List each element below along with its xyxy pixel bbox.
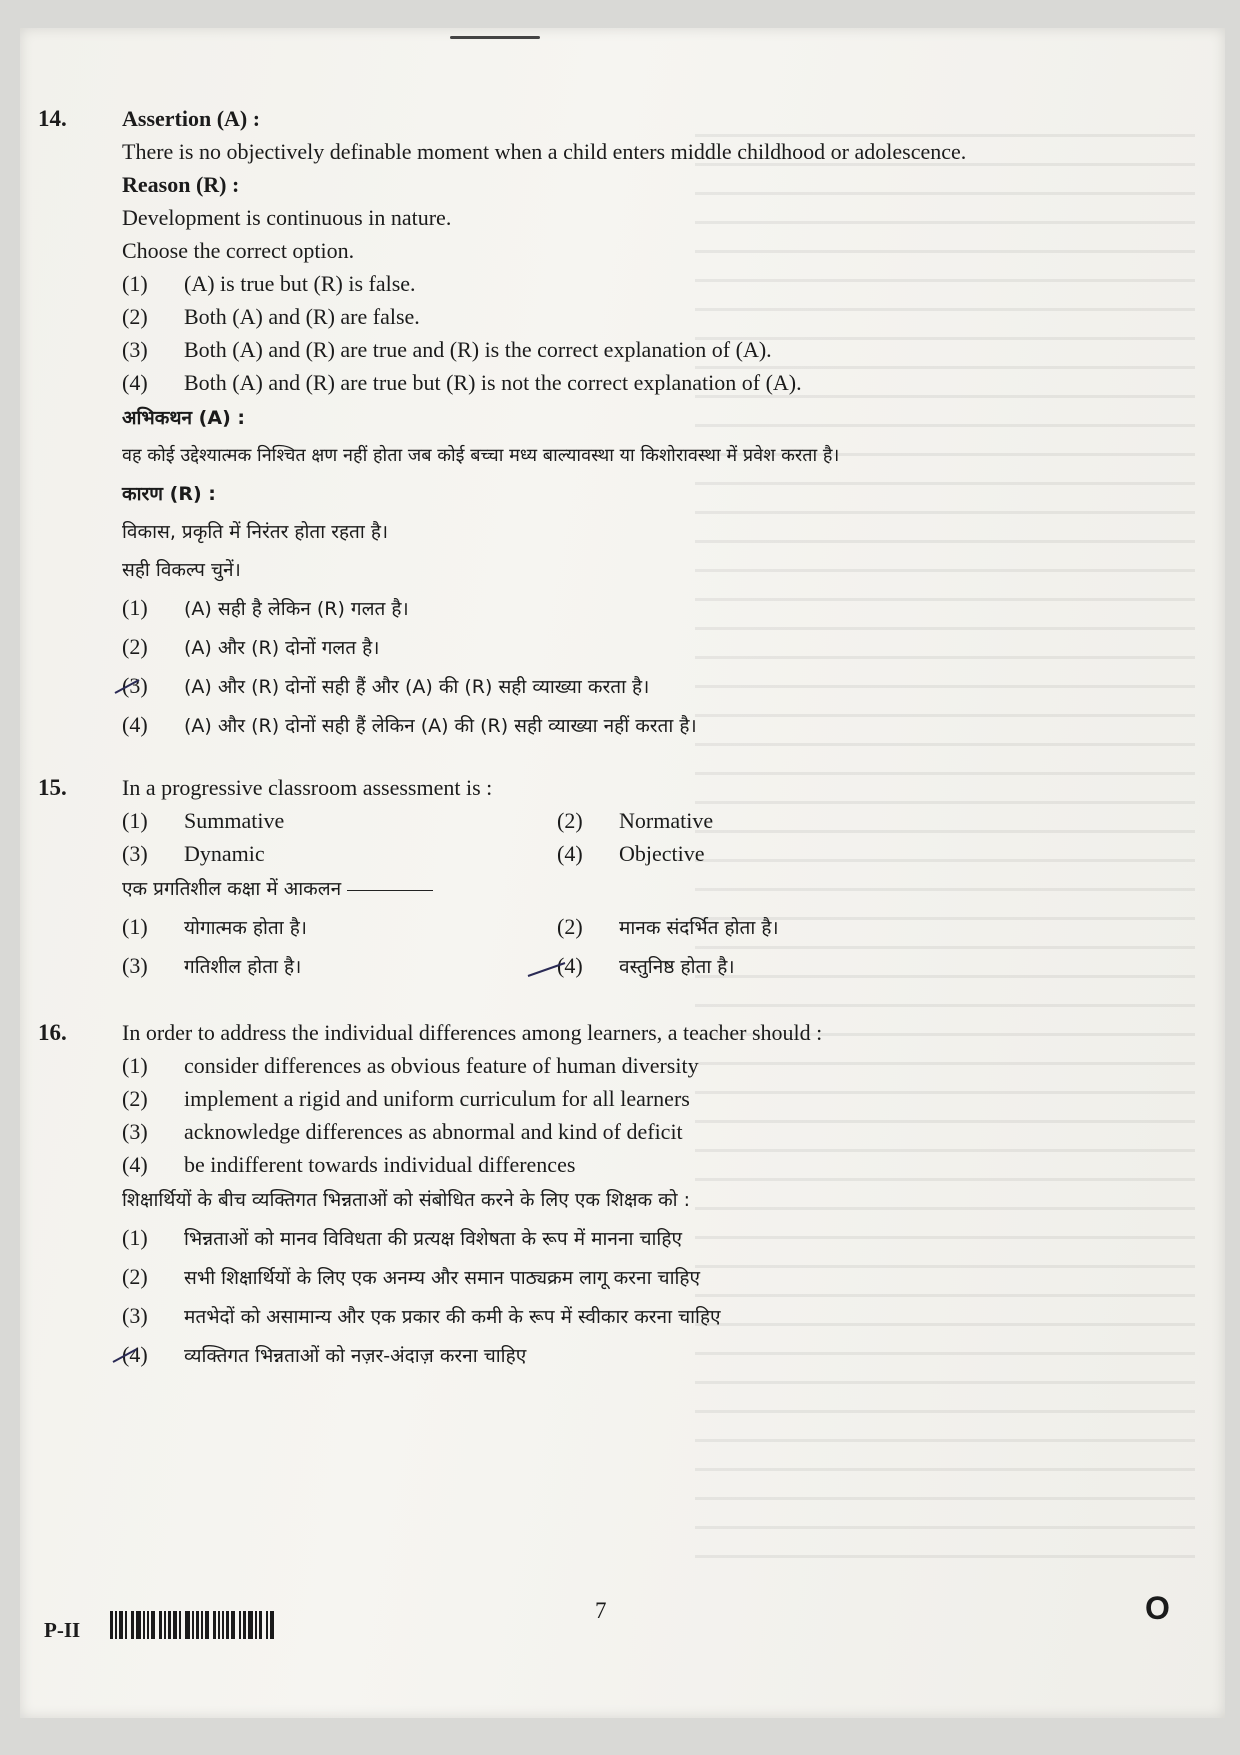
option-number: (3) (122, 337, 148, 362)
question-16 (38, 1016, 1163, 1375)
option-number: (4) (557, 841, 583, 866)
stem-text: एक प्रगतिशील कक्षा में आकलन (122, 878, 342, 900)
option-number: (4) (122, 370, 148, 395)
assertion-text-hi: वह कोई उद्देश्यात्मक निश्चित क्षण नहीं होता जब कोई बच्चा मध्य बाल्यावस्था या किशोरावस्था में प्रवेश करता है। (122, 445, 840, 466)
barcode-stripe (222, 1611, 224, 1639)
option-number: (1) (122, 271, 148, 296)
question-stem-en: In a progressive classroom assessment is : (122, 775, 493, 800)
option-number: (3) (122, 1119, 148, 1144)
barcode-stripe (115, 1611, 117, 1639)
reason-text-hi: विकास, प्रकृति में निरंतर होता रहता है। (122, 521, 389, 543)
barcode-stripe (239, 1611, 241, 1639)
question-stem-hi (122, 870, 1163, 908)
barcode-stripe (270, 1611, 274, 1639)
pen-tick-mark-icon (114, 677, 140, 695)
top-scan-mark (450, 36, 540, 39)
option-text: acknowledge differences as abnormal and kind of deficit (184, 1119, 683, 1144)
option-text: (A) और (R) दोनों सही हैं लेकिन (A) की (R) सही व्याख्या नहीं करता है। (184, 715, 697, 737)
barcode-stripe (243, 1611, 246, 1639)
pen-tick-mark-icon (112, 1346, 138, 1364)
option-number: (2) (557, 914, 583, 939)
option-text: implement a rigid and uniform curriculum for all learners (184, 1086, 690, 1111)
instruction-hi: सही विकल्प चुनें। (122, 559, 241, 581)
option-hi[interactable] (122, 1258, 1163, 1297)
reason-label-hi: कारण (R) : (122, 483, 216, 505)
barcode-stripe (226, 1611, 229, 1639)
barcode-stripe (185, 1611, 190, 1639)
barcode-stripe (192, 1611, 194, 1639)
barcode-stripe (143, 1611, 145, 1639)
question-number: 15. (38, 775, 67, 800)
option-number: (3) (122, 841, 148, 866)
option-hi[interactable] (122, 589, 1163, 628)
option-number: (3) (122, 1303, 148, 1328)
option-en[interactable] (122, 333, 1163, 366)
barcode-stripe (131, 1611, 134, 1639)
option-number: (1) (122, 595, 148, 620)
option-hi[interactable] (122, 908, 557, 947)
option-number: (2) (122, 1264, 148, 1289)
barcode-stripe (164, 1611, 166, 1639)
barcode-stripe (266, 1611, 268, 1639)
instruction-en: Choose the correct option. (122, 238, 355, 263)
option-number: (2) (122, 1086, 148, 1111)
option-hi[interactable] (122, 1297, 1163, 1336)
option-number: (1) (122, 1053, 148, 1078)
question-stem-hi: शिक्षार्थियों के बीच व्यक्तिगत भिन्नताओं को संबोधित करने के लिए एक शिक्षक को : (122, 1189, 691, 1211)
option-en[interactable] (122, 267, 1163, 300)
option-number: (4) (557, 953, 583, 978)
barcode-stripe (110, 1611, 113, 1639)
option-text: योगात्मक होता है। (184, 917, 307, 939)
pen-tick-mark-icon (527, 959, 567, 977)
option-hi[interactable] (122, 628, 1163, 667)
option-number: (1) (122, 808, 148, 833)
barcode-stripe (136, 1611, 141, 1639)
option-number: (2) (122, 304, 148, 329)
option-text: Both (A) and (R) are true but (R) is not the correct explanation of (A). (184, 370, 802, 395)
option-text: वस्तुनिष्ठ होता है। (619, 956, 735, 978)
barcode-stripe (119, 1611, 123, 1639)
option-text: Both (A) and (R) are false. (184, 304, 420, 329)
option-number: (4) (122, 1152, 148, 1177)
option-text: Dynamic (184, 841, 265, 866)
page-content (38, 102, 1163, 1375)
barcode-stripe (159, 1611, 162, 1639)
option-en[interactable] (122, 1115, 1163, 1148)
option-text: be indifferent towards individual differences (184, 1152, 576, 1177)
barcode-stripe (213, 1611, 216, 1639)
option-en[interactable] (122, 837, 557, 870)
assertion-label-hi: अभिकथन (A) : (122, 407, 245, 429)
barcode-stripe (168, 1611, 171, 1639)
option-text: Both (A) and (R) are true and (R) is the correct explanation of (A). (184, 337, 772, 362)
option-text: भिन्नताओं को मानव विविधता की प्रत्यक्ष विशेषता के रूप में मानना चाहिए (184, 1228, 682, 1250)
option-number: (2) (122, 634, 148, 659)
barcode-stripe (125, 1611, 127, 1639)
barcode-stripe (179, 1611, 181, 1639)
barcode-stripe (201, 1611, 203, 1639)
option-text: (A) और (R) दोनों गलत है। (184, 637, 380, 659)
page-number: 7 (595, 1598, 607, 1623)
option-text: Normative (619, 808, 714, 833)
option-number: (3) (122, 953, 148, 978)
barcode-stripe (151, 1611, 155, 1639)
barcode-stripe (255, 1611, 257, 1639)
option-en[interactable] (557, 837, 1077, 870)
option-en[interactable] (557, 804, 1077, 837)
option-hi[interactable] (122, 706, 1163, 745)
option-text: consider differences as obvious feature of human diversity (184, 1053, 699, 1078)
barcode-stripe (173, 1611, 177, 1639)
barcode-stripe (147, 1611, 149, 1639)
option-hi[interactable] (122, 1336, 1163, 1375)
barcode-stripe (218, 1611, 220, 1639)
option-text: सभी शिक्षार्थियों के लिए एक अनम्य और समान पाठ्यक्रम लागू करना चाहिए (184, 1267, 701, 1289)
option-en[interactable] (122, 366, 1163, 399)
option-number: (4) (122, 1342, 148, 1367)
option-text: (A) सही है लेकिन (R) गलत है। (184, 598, 409, 620)
barcode-stripe (196, 1611, 199, 1639)
option-number: (3) (122, 673, 148, 698)
option-number: (4) (122, 712, 148, 737)
option-hi[interactable] (557, 947, 1077, 986)
option-number: (1) (122, 1225, 148, 1250)
option-en[interactable] (122, 804, 557, 837)
option-number: (2) (557, 808, 583, 833)
option-en[interactable] (122, 1082, 1163, 1115)
set-code: O (1145, 1590, 1170, 1626)
option-en[interactable] (122, 1049, 1163, 1082)
reason-label-en: Reason (R) : (122, 172, 240, 197)
barcode-icon (110, 1611, 300, 1639)
options-en (122, 804, 1163, 870)
option-text: व्यक्तिगत भिन्नताओं को नज़र-अंदाज़ करना चाहिए (184, 1345, 527, 1367)
assertion-label-en: Assertion (A) : (122, 106, 261, 131)
reason-text-en: Development is continuous in nature. (122, 205, 452, 230)
option-text: (A) और (R) दोनों सही हैं और (A) की (R) सही व्याख्या करता है। (184, 676, 650, 698)
question-number: 14. (38, 106, 67, 131)
options-hi (122, 908, 1163, 986)
question-stem-en: In order to address the individual differences among learners, a teacher should : (122, 1020, 823, 1045)
question-number: 16. (38, 1020, 67, 1045)
barcode-stripe (259, 1611, 262, 1639)
option-text: मतभेदों को असामान्य और एक प्रकार की कमी के रूप में स्वीकार करना चाहिए (184, 1306, 721, 1328)
exam-page (20, 28, 1225, 1718)
option-text: Summative (184, 808, 285, 833)
option-text: Objective (619, 841, 705, 866)
option-hi[interactable] (122, 947, 557, 986)
option-en[interactable] (122, 1148, 1163, 1181)
option-number: (1) (122, 914, 148, 939)
option-hi[interactable] (122, 1219, 1163, 1258)
assertion-text-en: There is no objectively definable moment when a child enters middle childhood or adolescence. (122, 139, 967, 164)
question-14 (38, 102, 1163, 745)
barcode-stripe (248, 1611, 253, 1639)
option-text: मानक संदर्भित होता है। (619, 917, 779, 939)
barcode-stripe (231, 1611, 235, 1639)
option-text: गतिशील होता है। (184, 956, 302, 978)
option-hi[interactable] (122, 667, 1163, 706)
option-hi[interactable] (557, 908, 1077, 947)
fill-in-blank (347, 890, 433, 891)
option-en[interactable] (122, 300, 1163, 333)
paper-code: P-II (44, 1618, 81, 1642)
barcode-stripe (205, 1611, 209, 1639)
question-15 (38, 771, 1163, 986)
option-text: (A) is true but (R) is false. (184, 271, 416, 296)
